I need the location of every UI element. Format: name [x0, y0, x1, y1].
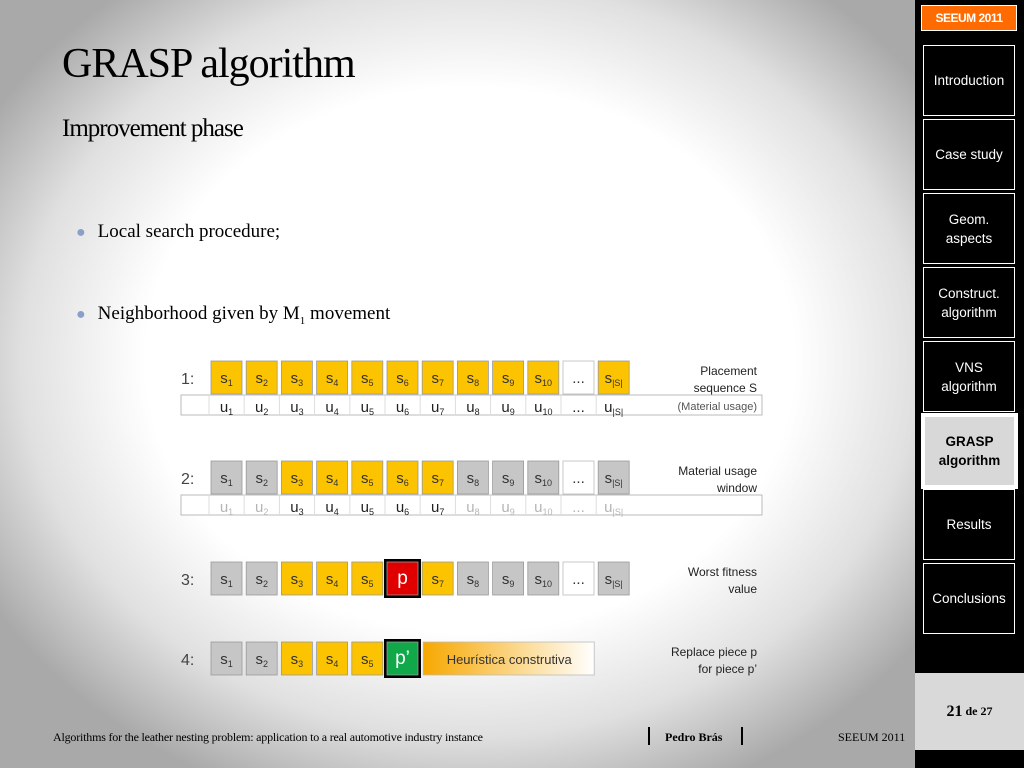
- sequence-cell-label: $s_6$: [396, 470, 409, 488]
- sequence-cell-label: $s_{10}$: [534, 470, 553, 488]
- page-of: de: [965, 704, 978, 718]
- sequence-cell-label: $s_3$: [290, 571, 304, 589]
- sequence-cell-label: $s_{|S|}$: [604, 571, 623, 589]
- usage-cell-label: $u_7$: [431, 399, 445, 417]
- usage-cell-label: $u_5$: [360, 499, 374, 517]
- usage-cell-label: $u_2$: [255, 499, 269, 517]
- usage-cell-label: $u_{|S|}$: [604, 499, 624, 517]
- row-note: value: [728, 582, 757, 596]
- usage-cell-label: $u_{|S|}$: [604, 399, 624, 417]
- sequence-cell-label: $s_1$: [220, 370, 233, 388]
- usage-cell-label: $u_1$: [219, 499, 234, 517]
- footer-title: Algorithms for the leather nesting problem: application to a real automotive industry instance: [53, 730, 483, 744]
- row-note: for piece p’: [698, 662, 757, 676]
- usage-cell-label: ...: [572, 399, 585, 416]
- usage-cell-label: $u_1$: [219, 399, 234, 417]
- sequence-cell-label: $s_1$: [220, 651, 233, 669]
- usage-cell-label: $u_8$: [466, 499, 480, 517]
- usage-cell-label: $u_6$: [395, 399, 410, 417]
- row-label: 2:: [181, 471, 195, 488]
- sidebar-item-results[interactable]: Results: [923, 489, 1015, 560]
- sequence-cell-label: $s_1$: [220, 571, 233, 589]
- row-note: Placement: [700, 364, 757, 378]
- footer-event: SEEUM 2011: [838, 730, 906, 744]
- sequence-cell-label: p: [397, 568, 408, 589]
- heuristic-label: Heurística construtiva: [446, 652, 572, 667]
- sequence-cell-label: $s_2$: [255, 571, 268, 589]
- row-note: Replace piece p: [670, 645, 757, 659]
- sequence-cell-label: $s_{10}$: [534, 370, 553, 388]
- sequence-cell-label: $s_2$: [255, 370, 268, 388]
- usage-cell-label: $u_8$: [466, 399, 480, 417]
- sidebar: [915, 0, 1024, 768]
- usage-cell-label: $u_4$: [325, 499, 339, 517]
- footer-divider: [648, 727, 650, 745]
- sequence-cell-label: $s_2$: [255, 651, 268, 669]
- sidebar-item-vns-algorithm[interactable]: VNS algorithm: [923, 341, 1015, 412]
- sequence-cell-label: $s_8$: [466, 370, 480, 388]
- row-label: 1:: [181, 371, 195, 388]
- sequence-cell-label: ...: [572, 370, 585, 387]
- sequence-cell-label: $s_3$: [290, 470, 304, 488]
- sequence-cell-label: $s_9$: [501, 470, 515, 488]
- sequence-cell-label: $s_4$: [325, 370, 339, 388]
- usage-cell-label: $u_2$: [255, 399, 269, 417]
- brand-badge: SEEUM 2011: [921, 5, 1017, 31]
- sequence-cell-label: $s_2$: [255, 470, 268, 488]
- usage-cell-label: $u_9$: [501, 399, 515, 417]
- improvement-diagram: [176, 355, 776, 685]
- bullet-dot-icon: ●: [76, 306, 86, 323]
- sequence-cell-label: p’: [395, 648, 410, 669]
- page-total: 27: [980, 704, 993, 718]
- usage-cell-label: $u_3$: [290, 399, 304, 417]
- sidebar-item-geom-aspects[interactable]: Geom. aspects: [923, 193, 1015, 264]
- usage-cell-label: $u_6$: [395, 499, 410, 517]
- sequence-cell-label: $s_{|S|}$: [604, 370, 623, 388]
- sequence-cell-label: $s_{10}$: [534, 571, 553, 589]
- usage-cell-label: $u_{10}$: [534, 499, 553, 517]
- sequence-cell-label: $s_9$: [501, 571, 515, 589]
- row-note: Worst fitness: [687, 565, 757, 579]
- sequence-cell-label: $s_3$: [290, 651, 304, 669]
- usage-cell-label: $u_3$: [290, 499, 304, 517]
- sequence-cell-label: $s_5$: [361, 470, 374, 488]
- sequence-cell-label: $s_{|S|}$: [604, 470, 623, 488]
- sequence-cell-label: $s_7$: [431, 470, 444, 488]
- usage-cell-label: $u_9$: [501, 499, 515, 517]
- usage-cell-label: $u_5$: [360, 399, 374, 417]
- row-note: sequence S: [693, 381, 757, 395]
- sidebar-item-introduction[interactable]: Introduction: [923, 45, 1015, 116]
- footer-author: Pedro Brás: [665, 730, 723, 744]
- sequence-cell-label: ...: [572, 571, 585, 588]
- sequence-cell-label: $s_5$: [361, 651, 374, 669]
- sequence-cell-label: $s_6$: [396, 370, 409, 388]
- sidebar-item-construct-algorithm[interactable]: Construct. algorithm: [923, 267, 1015, 338]
- sidebar-item-conclusions[interactable]: Conclusions: [923, 563, 1015, 634]
- sequence-cell-label: $s_8$: [466, 470, 480, 488]
- sequence-cell-label: $s_9$: [501, 370, 515, 388]
- bullet-dot-icon: ●: [76, 224, 86, 241]
- bullet-local-search: ● Local search procedure;: [76, 221, 281, 242]
- sequence-cell-label: $s_5$: [361, 370, 374, 388]
- sequence-cell-label: $s_8$: [466, 571, 480, 589]
- page-indicator: [915, 673, 1024, 750]
- usage-cell-label: $u_4$: [325, 399, 339, 417]
- sidebar-item-grasp-algorithm[interactable]: GRASP algorithm: [921, 413, 1018, 489]
- usage-cell-label: $u_7$: [431, 499, 445, 517]
- row-note: window: [716, 481, 757, 495]
- row-label: 4:: [181, 652, 195, 669]
- usage-note: (Material usage): [677, 401, 757, 413]
- sequence-cell-label: $s_7$: [431, 370, 444, 388]
- row-note: Material usage: [678, 464, 757, 478]
- sequence-cell-label: $s_4$: [325, 571, 339, 589]
- usage-cell-label: $u_{10}$: [534, 399, 553, 417]
- sequence-cell-label: $s_1$: [220, 470, 233, 488]
- page-current: 21: [946, 702, 963, 720]
- sequence-cell-label: $s_4$: [325, 470, 339, 488]
- footer-divider: [741, 727, 743, 745]
- bullet-neighborhood: ● Neighborhood given by $M_1$ movement: [76, 303, 391, 327]
- usage-cell-label: ...: [572, 499, 585, 516]
- sequence-cell-label: $s_5$: [361, 571, 374, 589]
- sequence-cell-label: $s_4$: [325, 651, 339, 669]
- sequence-cell-label: $s_7$: [431, 571, 444, 589]
- slide-title: GRASP algorithm: [62, 41, 355, 87]
- slide-subtitle: Improvement phase: [62, 115, 243, 142]
- sequence-cell-label: $s_3$: [290, 370, 304, 388]
- sequence-cell-label: ...: [572, 470, 585, 487]
- sidebar-item-case-study[interactable]: Case study: [923, 119, 1015, 190]
- row-label: 3:: [181, 572, 195, 589]
